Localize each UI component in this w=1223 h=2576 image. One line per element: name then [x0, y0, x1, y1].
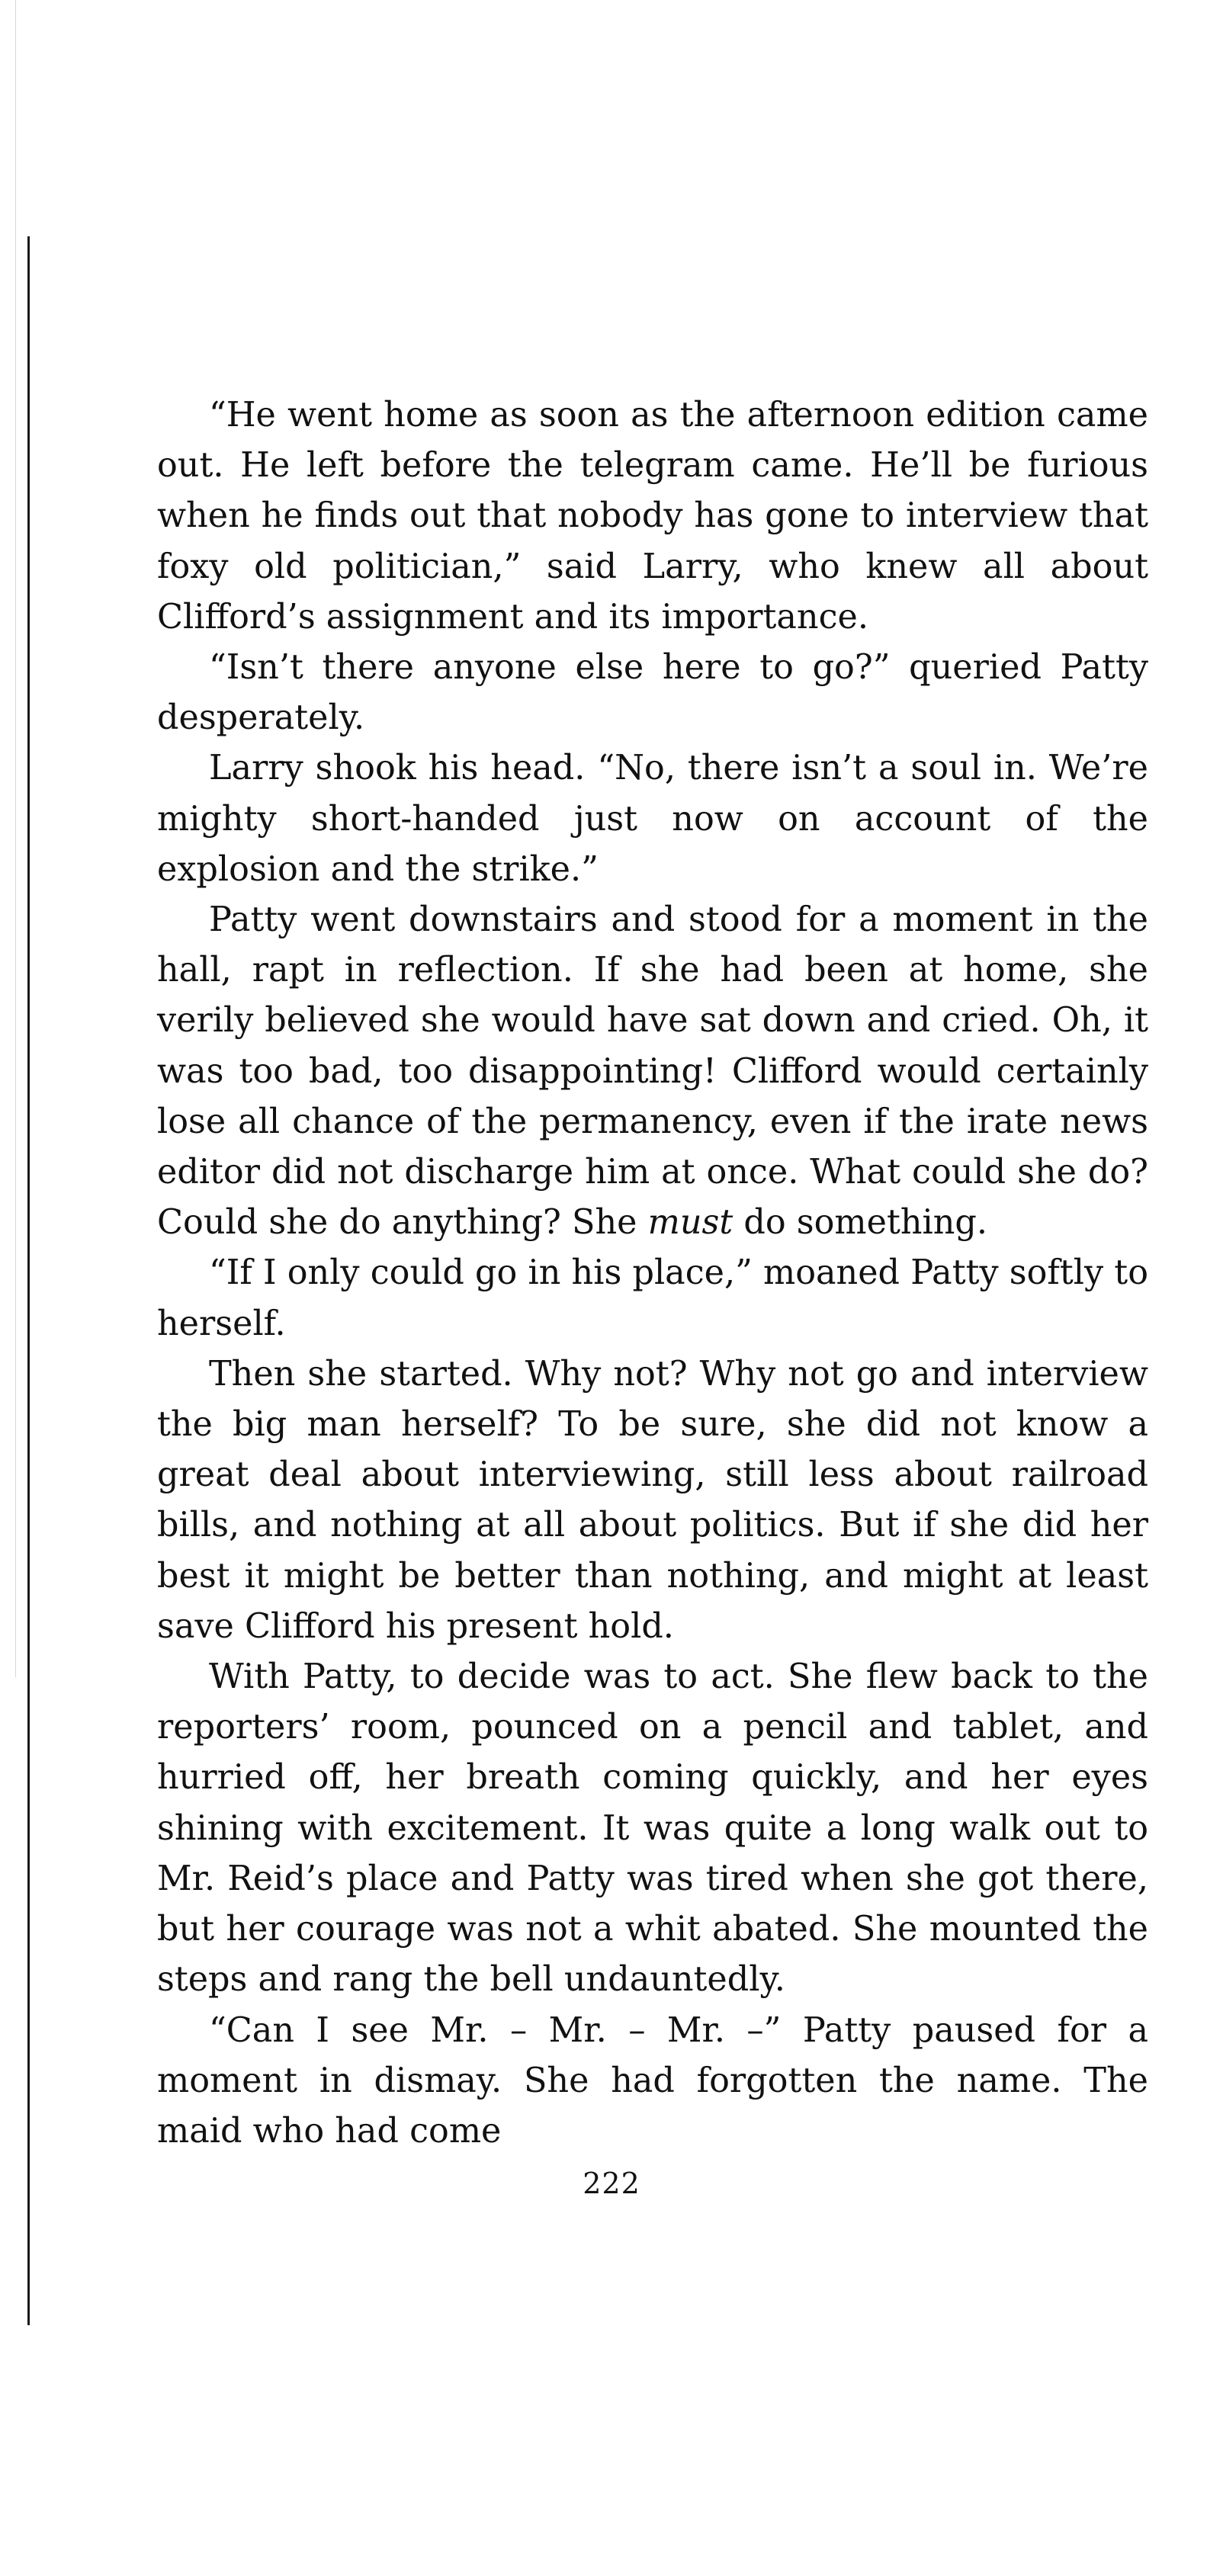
page-edge-shadow: [15, 0, 16, 1677]
paragraph: “Can I see Mr. – Mr. – Mr. –” Patty paused for a moment in dismay. She had forgotten the name. The maid who had come: [157, 2010, 1148, 2151]
paragraph: Then she started. Why not? Why not go and interview the big man herself? To be sure, she did not know a great deal about interviewing, still less about railroad bills, and nothing at all about politics. But if she did her best it might be better than nothing, and might at least save Clifford his present hold.: [157, 1354, 1148, 1646]
paragraph: “If I only could go in his place,” moaned Patty softly to herself.: [157, 1253, 1148, 1343]
paragraph: Patty went downstairs and stood for a moment in the hall, rapt in reflection. If she had been at home, she verily believed she would have sat down and cried. Oh, it was too bad, too disappointing! Clifford would certainly lose all chance of the permanency, even if the irate news editor did not discharge him at once. What could she do? Could she do anything? She must do something.: [157, 900, 1148, 1243]
paragraph: With Patty, to decide was to act. She flew back to the reporters’ room, pounced on a pencil and tablet, and hurried off, her breath coming quickly, and her eyes shining with excitement. It was quite a long walk out to Mr. Reid’s place and Patty was tired when she got there, but her courage was not a whit abated. She mounted the steps and rang the bell undauntedly.: [157, 1657, 1148, 2000]
body-text: [157, 390, 1148, 2157]
paragraph: “He went home as soon as the afternoon edition came out. He left before the telegram came. He’ll be furious when he finds out that nobody has gone to interview that foxy old politician,” said Larry, who knew all about Clifford’s assignment and its importance.: [157, 396, 1148, 637]
paragraph: Larry shook his head. “No, there isn’t a soul in. We’re mighty short-handed just now on account of the explosion and the strike.”: [157, 749, 1148, 889]
emphasis: must: [647, 1203, 733, 1243]
paragraph: “Isn’t there anyone else here to go?” queried Patty desperately.: [157, 648, 1148, 738]
binding-edge-line: [27, 236, 30, 2325]
page-number: 222: [583, 2167, 640, 2200]
